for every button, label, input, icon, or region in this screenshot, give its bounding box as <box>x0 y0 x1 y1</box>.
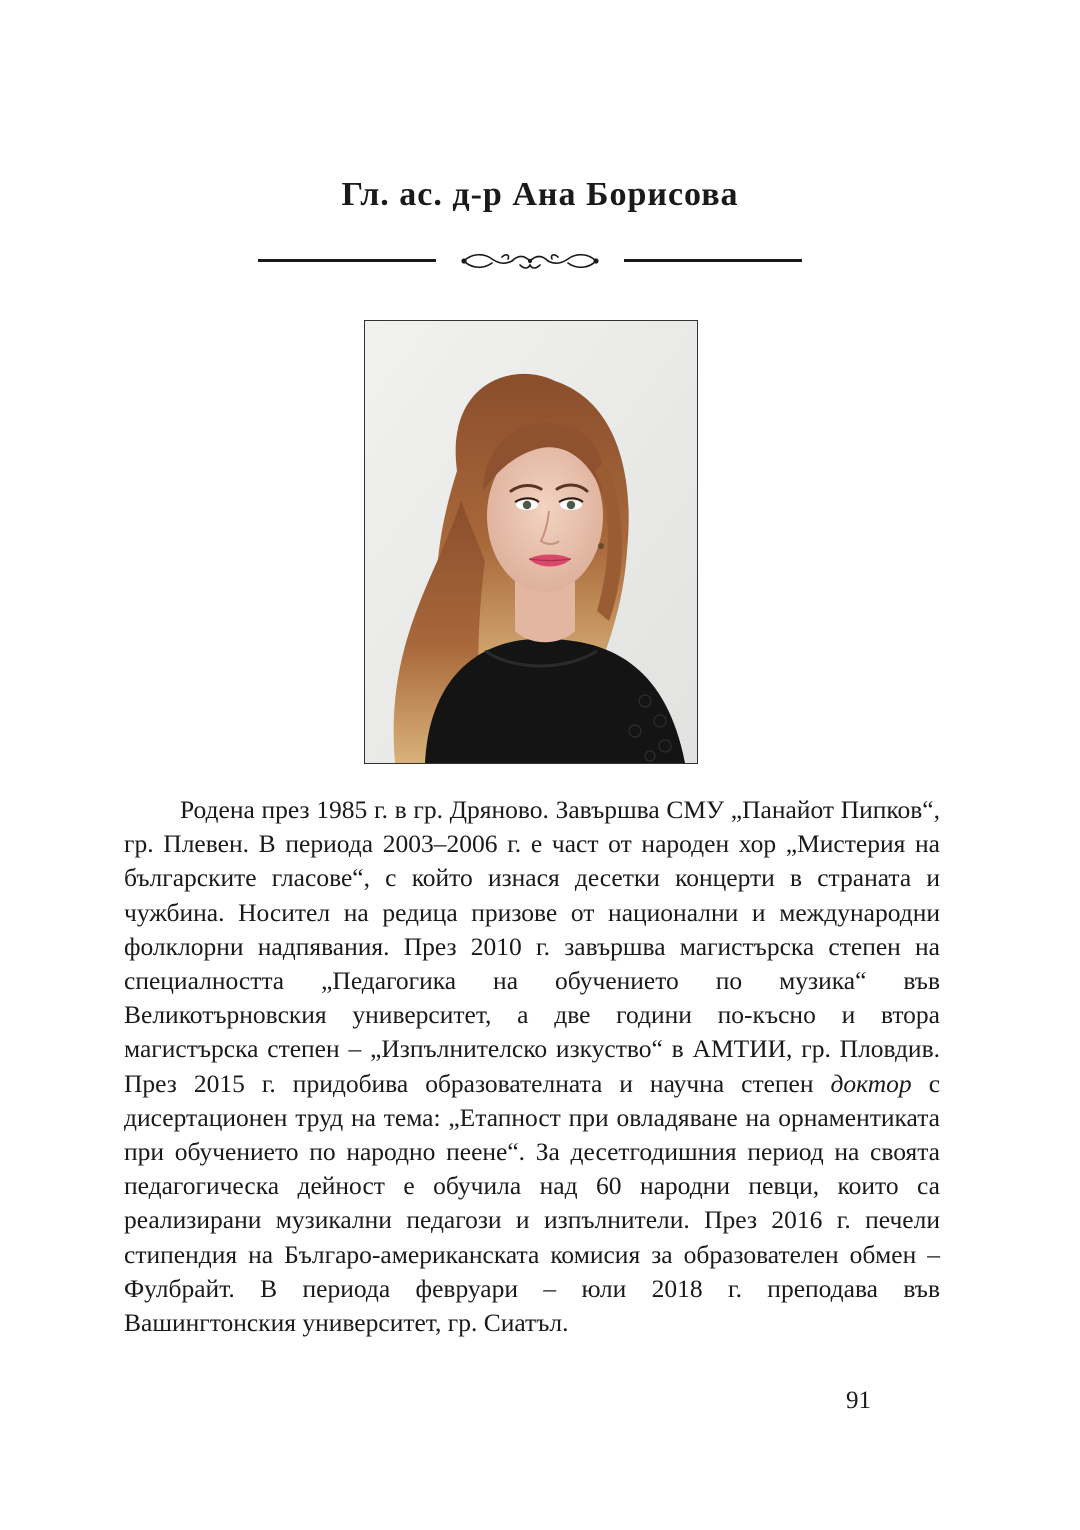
divider-rule-left <box>258 259 436 262</box>
portrait-photo <box>364 320 698 764</box>
page-number: 91 <box>846 1387 871 1414</box>
biography-text-part2: с дисертационен труд на тема: „Етапност при овладяване на орнаментиката при обучението по народно пеене“. За десетгодишния период на своята педагогическа дейност е обучила над 60 народни певци, които са реализирани музикални педагози и изпълнители. През 2016 г. печели стипендия на Българо-американската комисия за образователен обмен – Фулбрайт. В периода февруари – юли 2018 г. преподава във Вашингтонския университет, гр. Сиатъл. <box>124 1068 941 1338</box>
biography-paragraph <box>124 793 940 1340</box>
page-title: Гл. ас. д-р Ана Борисова <box>341 176 739 213</box>
title-divider <box>258 247 802 275</box>
divider-rule-right <box>624 259 802 262</box>
biography-text-part1: Родена през 1985 г. в гр. Дряново. Завършва СМУ „Панайот Пипков“, гр. Плевен. В периода 2003–2006 г. е част от народен хор „Мистерия на българските гласове“, с който изнася десетки концерти в страната и чужбина. Носител на редица призове от национални и международни фолклорни надпявания. През 2010 г. завършва магистърска степен на специалността „Педагогика на обучението по музика“ във Великотърновския университет, а две години по-късно и втора магистърска степен – „Изпълнителско изкуство“ в АМТИИ, гр. Пловдив. През 2015 г. придобива образователната и научна степен <box>124 795 940 1098</box>
ornament-flourish-icon <box>458 247 602 275</box>
biography-italic-term: доктор <box>830 1068 912 1098</box>
